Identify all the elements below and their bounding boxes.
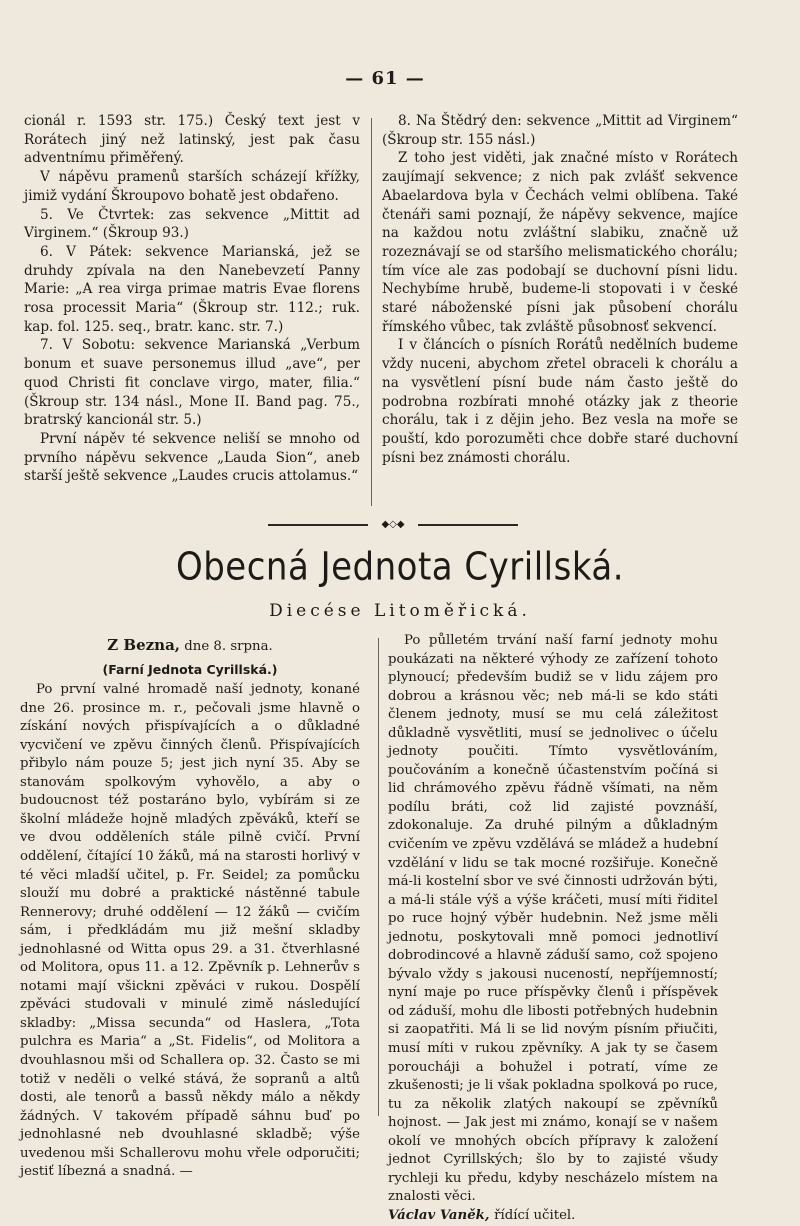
top-columns [24,112,790,512]
paragraph: I v článcích o písních Rorátů nedělních budeme vždy nuceni, abychom zřetel obraceli k chorálu a na vysvětlení písní bude nám často ještě do podrobna rozbírati mnohé otázky jak z theorie chorálu, tak i z dějin jeho. Bez vesla na moře se pouští, kdo porozuměti chce dobře staré duchovní písni bez známosti chorálu. [382,337,738,466]
section-subtitle: Diecése Litoměřická. [269,601,531,621]
paragraph: V nápěvu pramenů starších scházejí křížky, jimiž vydání Škroupovo bohatě jest obdařeno. [24,169,360,204]
paragraph: 6. V Pátek: sekvence Marianská, jež se druhdy zpívala na den Nanebevzetí Panny Marie: „A rea virga primae matris Evae florens rosa processit Maria“ (Škroup str. 112.; ruk. kap. fol. 125. seq., bratr. kanc. str. 7.) [24,243,360,335]
column-divider [378,638,379,1116]
paragraph: cionál r. 1593 str. 175.) Český text jest v Rorátech jiný než latinský, jest pak času adventnímu přiměřený. [24,113,360,167]
bottom-columns [20,632,790,1223]
paragraph: 8. Na Štědrý den: sekvence „Mittit ad Virginem“ (Škroup str. 155 násl.) [382,113,738,148]
section-title: Obecná Jednota Cyrillská. [175,544,625,590]
paragraph: Po první valné hromadě naší jednoty, konané dne 26. prosince m. r., pečovali jsme hlavně o získání nových přispívajících a o důkladné vycvičení ve zpěvu činných členů. Přispívajících přibylo nám pouze 5; jest jich nyní 35. Aby se stanovám spolkovým vyhovělo, a aby o budoucnost též postaráno bylo, vybírám si ze školní mládeže hojně mladých zpěváků, kteří se ve dvou odděleních stále pilně cvičí. První oddělení, čítající 10 žáků, má na starosti horlivý v té věci mladší učitel, p. Fr. Seidel; za pomůcku slouží mu dobré a praktické nástěnné tabule Rennerovy; druhé oddělení — 12 žáků — cvičím sám, i předkládám mu již mešní skladby jednohlasné od Witta opus 29. a 31. čtverhlasné od Molitora, opus 11. a 12. Zpěvník p. Lehnerův s notami mají všickni zpěváci v rukou. Dospělí zpěváci studovali v minulé zimě následující skladby: „Missa secunda“ od Haslera, „Tota pulchra es Maria“ a „St. Fidelis“, od Molitora a dvouhlasnou mši od Schallera op. 32. Často se mi totiž v neděli o velké stává, že sopranů a altů dosti, ale tenorů a bassů někdy málo a někdy žádných. V takovém případě sáhnu buď po jednohlasné neb dvouhlasné skladbě; výše uvedenou mši Schallerovu mohu vřele odporučiti; jestiť líbezná a snadná. — [20,682,360,1180]
diamond-ornament-icon: ◆◇◆ [381,519,405,530]
rule-line [268,524,368,526]
place-name: Z Bezna, [107,636,181,654]
organization-name: (Farní Jednota Cyrillská.) [102,661,278,677]
dateline [20,636,360,657]
paragraph: První nápěv té sekvence neliší se mnoho od prvního nápěvu sekvence „Lauda Sion“, aneb starší ještě sekvence „Laudes crucis attolamus.“ [24,430,360,485]
column-divider [371,118,372,506]
paragraph: Z toho jest viděti, jak značné místo v Rorátech zaujímají sekvence; z nich pak zvlášť sekvence Abaelardova byla v Čechách velmi oblíbena. Také čtenáři sami poznají, že nápěvy sekvence, majíce na každou notu zvláštní slabiku, značně už rozeznávají se od staršího melismatického chorálu; tím více ale zas podobají se duchovní písni lidu. Nechybíme hrubě, budeme-li stopovati i v české staré náboženské písni jak působení chorálu římského vůbec, tak zvláště působnosť sekvencí. [382,150,738,335]
report-date: dne 8. srpna. [184,639,273,654]
top-right-column [382,112,738,467]
paragraph: 7. V Sobotu: sekvence Marianská „Verbum bonum et suave personemus illud „ave“, per quod Christi fit conclave virgo, mater, filia.“ (Škroup str. 134 násl., Mone II. Band pag. 75., bratrský kancionál str. 5.) [24,337,360,429]
ornamental-rule [268,519,518,531]
paragraph: 5. Ve Čtvrtek: zas sekvence „Mittit ad Virginem.“ (Škroup 93.) [24,206,360,242]
rule-line [418,524,518,526]
page-number: — 61 — [345,68,425,89]
signature-name: Václav Vaněk, [388,1207,490,1223]
paragraph: Po půlletém trvání naší farní jednoty mohu poukázati na některé výhody ze zařízení tohoto plynoucí; především budiž se v lidu zájem pro dobrou a krásnou věc; neb má-li se kdo státi členem jednoty, musí se mu celá záležitost důkladně vysvětliti, musí se jednolivec o účelu jednoty poučiti. Tímto vysvětlováním, poučováním a konečně účastenstvím počíná si lid chrámového zpěvu řádně všímati, na něm podílu bráti, což lid zajisté povznáší, zdokonaluje. Za druhé pilným a důkladným cvičením ve zpěvu vzdělává se mládež a hudební vzdělání v lidu se tak mocné rozšiřuje. Konečně má-li kostelní sbor ve své činnosti udržován býti, a má-li stále výš a výše kráčeti, musí míti řiditel po ruce hojný výběr hudebnin. Než jsme měli jednotu, poskytovali mně pomoci jednotliví dobrodincové a hlavně záduší samo, což spojeno bývalo vždy s jakousi nuceností, nepříjemností; nyní maje po ruce příspěvky členů i příspěvek od záduší, mohu dle libosti potřebných hudebnin si zaopatřiti. Má li se lid novým písním přiučiti, musí míti v rukou zpěvníky. A jak ty se časem poroucháji a bohužel i potratí, víme ze zkušenosti; je li však pokladna spolková po ruce, tu za několik zlatých nakoupí se zpěvníků hojnost. — Jak jest mi známo, konají se v našem okolí ve mnohých obcích přípravy k založení jednot Cyrillských; šlo by to zajisté všudy rychleji ku předu, kdyby nescházelo místem na znalosti věci. [388,633,718,1205]
signature-role: řídící učitel. [494,1207,576,1223]
bottom-right-column [388,632,718,1226]
bottom-left-column [20,632,360,1182]
top-left-column [24,112,360,486]
